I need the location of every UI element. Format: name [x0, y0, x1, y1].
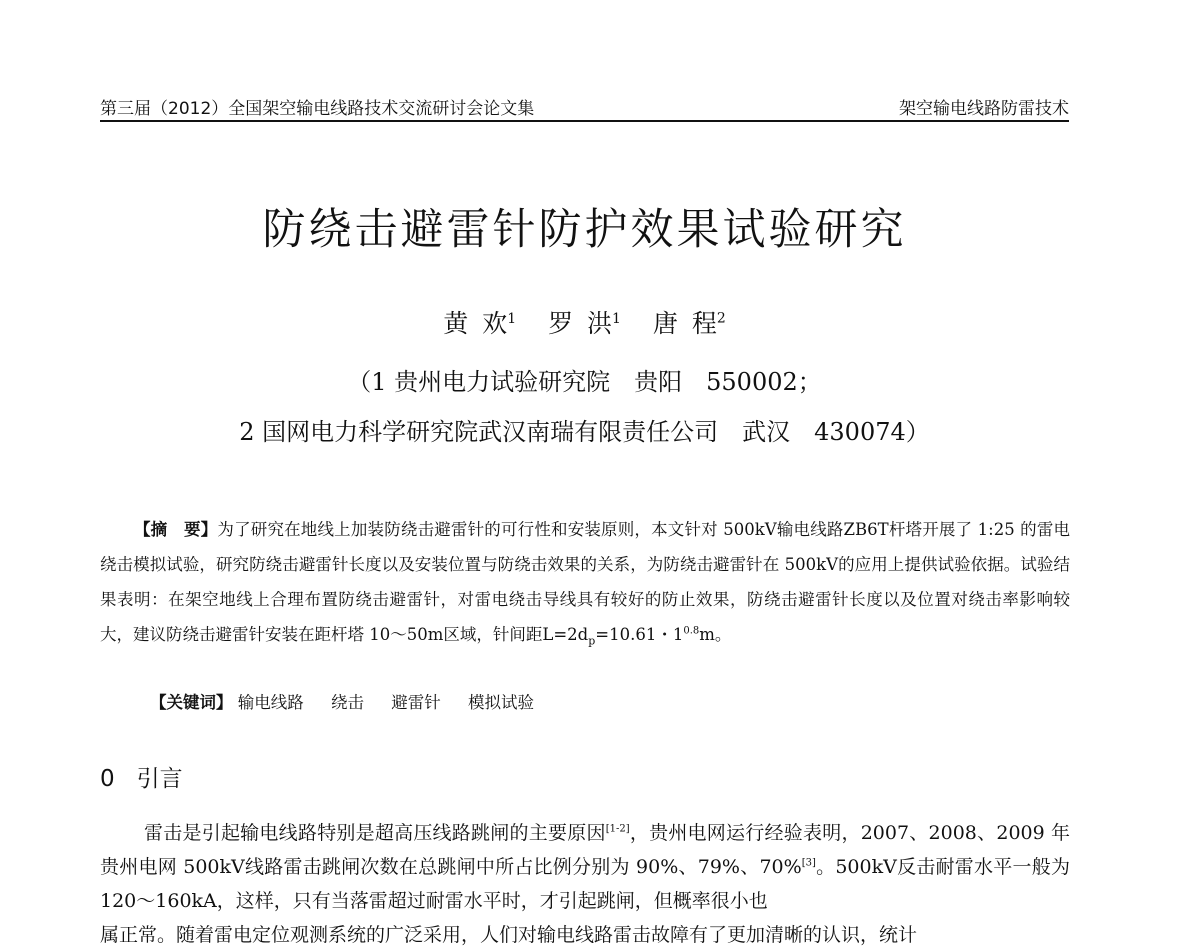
body-text: 雷击是引起输电线路特别是超高压线路跳闸的主要原因 [144, 822, 606, 844]
citation: [3] [801, 857, 816, 869]
body-text: ，贵州电网运行经验表明，2007、2008、2009 年贵州电网 500kV线路雷击跳闸次数在总跳闸中所占比例分别为 90%、79%、70% [100, 822, 1070, 878]
keyword: 输电线路 [237, 693, 304, 712]
affiliation-2: 2 国网电力科学研究院武汉南瑞有限责任公司 武汉 430074） [239, 418, 930, 446]
running-header-left: 第三届（2012）全国架空输电线路技术交流研讨会论文集 [100, 99, 535, 119]
author-list [0, 304, 1169, 340]
abstract-formula: =10.61・1 [595, 625, 684, 644]
keyword: 绕击 [331, 693, 364, 712]
author-affiliation-mark: 1 [612, 310, 621, 327]
abstract-subscript: p [588, 634, 596, 648]
author [548, 309, 639, 338]
header-rule [100, 120, 1069, 122]
author-affiliation-mark: 1 [507, 310, 517, 327]
author-affiliation-mark: 2 [716, 310, 726, 327]
section-heading [100, 760, 183, 793]
abstract-exponent: 0.8 [683, 625, 700, 637]
author-name: 唐 程 [652, 309, 717, 338]
section-number: 0 [100, 766, 115, 792]
running-header-right: 架空输电线路防雷技术 [899, 99, 1069, 119]
abstract-end: m。 [699, 625, 732, 644]
author-name: 黄 欢 [443, 309, 508, 338]
body-paragraph [100, 816, 1070, 952]
keywords [150, 689, 556, 713]
keyword: 避雷针 [391, 693, 441, 712]
keyword: 模拟试验 [468, 693, 534, 712]
body-text: 属正常。随着雷电定位观测系统的广泛采用，人们对输电线路雷击故障有了更加清晰的认识，统计 [100, 924, 918, 946]
paper-title: 防绕击避雷针防护效果试验研究 [262, 205, 907, 255]
citation: [1-2] [605, 823, 630, 835]
author-name: 罗 洪 [548, 309, 613, 338]
affiliation-1: （1 贵州电力试验研究院 贵阳 550002； [347, 368, 822, 396]
abstract [100, 512, 1070, 652]
abstract-label: 【摘 要】 [134, 520, 218, 539]
author [653, 309, 726, 338]
body-text: 。500kV反击耐雷水平一般为 120～160kA，这样，只有当落雷超过耐雷水平时，才引起跳闸，但概率很小也 [100, 856, 1070, 912]
author [443, 309, 534, 338]
abstract-text: 为了研究在地线上加装防绕击避雷针的可行性和安装原则，本文针对 500kV输电线路ZB6T杆塔开展了 1:25 的雷电绕击模拟试验，研究防绕击避雷针长度以及安装位置与防绕击效果的关系，为防绕击避雷针在 500kV的应用上提供试验依据。试验结果表明：在架空地线上合理布置防绕击避雷针，对雷电绕击导线具有较好的防止效果，防绕击避雷针长度以及位置对绕击率影响较大，建议防绕击避雷针安装在距杆塔 10～50m区域，针间距L=2d [100, 520, 1070, 644]
section-title: 引言 [136, 766, 183, 792]
keywords-label: 【关键词】 [150, 693, 233, 712]
